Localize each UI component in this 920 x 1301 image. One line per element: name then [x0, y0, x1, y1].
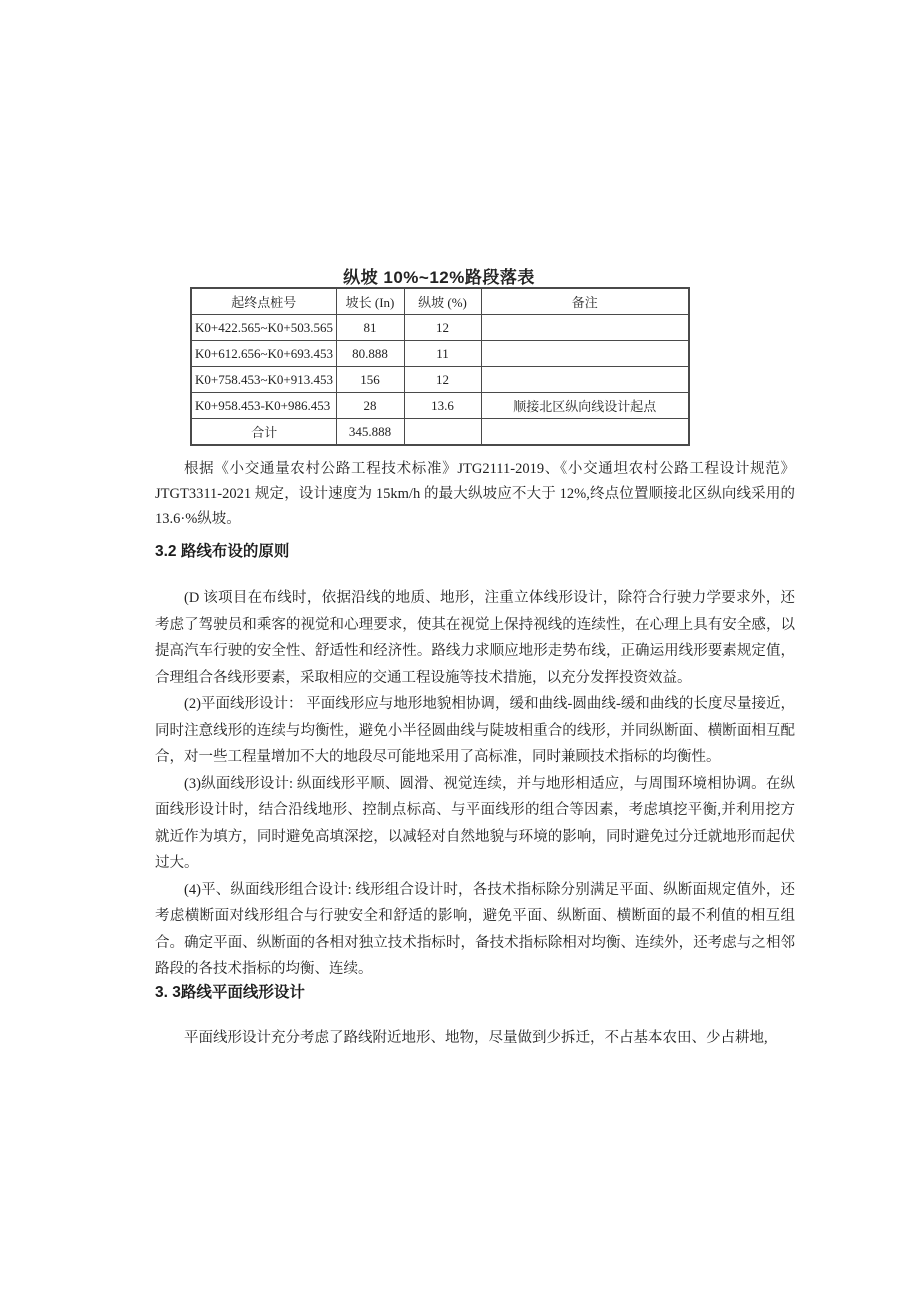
- station-cell: K0+958.453-K0+986.453: [191, 393, 336, 419]
- remark-cell: [481, 367, 689, 393]
- total-grade-cell: [404, 419, 481, 446]
- table-row: [191, 393, 689, 419]
- closing-paragraph-block: [155, 1026, 795, 1051]
- table-header-row: [191, 288, 689, 315]
- length-cell: 28: [336, 393, 404, 419]
- remark-cell: [481, 341, 689, 367]
- length-cell: 156: [336, 367, 404, 393]
- header-remark: 备注: [481, 288, 689, 315]
- remark-cell: [481, 315, 689, 341]
- grade-cell: 13.6: [404, 393, 481, 419]
- principle-paragraph-2: (2)平面线形设计： 平面线形应与地形地貌相协调，缓和曲线-圆曲线-缓和曲线的长度尽量接近，同时注意线形的连续与均衡性，避免小半径圆曲线与陡坡相重合的线形，并同纵断面、横断面相互配合，对一些工程量增加不大的地段尽可能地采用了高标准，同时兼顾技术指标的均衡性。: [155, 696, 795, 765]
- grade-cell: 12: [404, 315, 481, 341]
- closing-paragraph: 平面线形设计充分考虑了路线附近地形、地物，尽量做到少拆迁，不占基本农田、少占耕地,: [184, 1030, 768, 1046]
- header-station: 起终点桩号: [191, 288, 336, 315]
- header-slope-length: 坡长 (In): [336, 288, 404, 315]
- station-cell: K0+758.453~K0+913.453: [191, 367, 336, 393]
- total-label-cell: 合计: [191, 419, 336, 446]
- section-heading-3-2: 3.2 路线布设的原则: [155, 543, 290, 560]
- principle-paragraph-3: (3)纵面线形设计: 纵面线形平顺、圆滑、视觉连续，并与地形相适应，与周围环境相协调。在纵面线形设计时，结合沿线地形、控制点标高、与平面线形的组合等因素，考虑填挖平衡,并利用挖方就近作为填方，同时避免高填深挖，以减轻对自然地貌与环境的影响，同时避免过分迁就地形而起伏过大。: [155, 775, 795, 871]
- station-cell: K0+422.565~K0+503.565: [191, 315, 336, 341]
- remark-cell: 顺接北区纵向线设计起点: [481, 393, 689, 419]
- length-cell: 81: [336, 315, 404, 341]
- principles-paragraph-block: [155, 585, 795, 983]
- total-length-cell: 345.888: [336, 419, 404, 446]
- grade-cell: 11: [404, 341, 481, 367]
- table-total-row: [191, 419, 689, 446]
- principle-paragraph-1: (D 该项目在布线时，依据沿线的地质、地形，注重立体线形设计，除符合行驶力学要求外，还考虑了驾驶员和乘客的视觉和心理要求，使其在视觉上保持视线的连续性，在心理上具有安全感，以提高汽车行驶的安全性、舒适性和经济性。路线力求顺应地形走势布线，正确运用线形要素规定值，合理组合各线形要素，采取相应的交通工程设施等技术措施，以充分发挥投资效益。: [155, 590, 795, 686]
- table-row: [191, 315, 689, 341]
- station-cell: K0+612.656~K0+693.453: [191, 341, 336, 367]
- grade-segment-table: [190, 287, 690, 446]
- table-row: [191, 367, 689, 393]
- table-row: [191, 341, 689, 367]
- table-title: 纵坡 10%~12%路段落表: [343, 268, 535, 287]
- length-cell: 80.888: [336, 341, 404, 367]
- intro-paragraph: 根据《小交通量农村公路工程技术标准》JTG2111-2019、《小交通坦农村公路工程设计规范》JTGT3311-2021 规定，设计速度为 15km/h 的最大纵坡应不大于 12%,终点位置顺接北区纵向线采用的 13.6·%纵坡。: [155, 461, 795, 527]
- total-remark-cell: [481, 419, 689, 446]
- principle-paragraph-4: (4)平、纵面线形组合设计: 线形组合设计时，各技术指标除分别满足平面、纵断面规定值外，还考虑横断面对线形组合与行驶安全和舒适的影响，避免平面、纵断面、横断面的最不利值的相互组合。确定平面、纵断面的各相对独立技术指标时，备技术指标除相对均衡、连续外，还考虑与之相邻路段的各技术指标的均衡、连续。: [155, 881, 795, 977]
- grade-cell: 12: [404, 367, 481, 393]
- section-heading-3-3: 3. 3路线平面线形设计: [155, 984, 305, 1001]
- header-grade: 纵坡 (%): [404, 288, 481, 315]
- intro-paragraph-block: [155, 457, 795, 532]
